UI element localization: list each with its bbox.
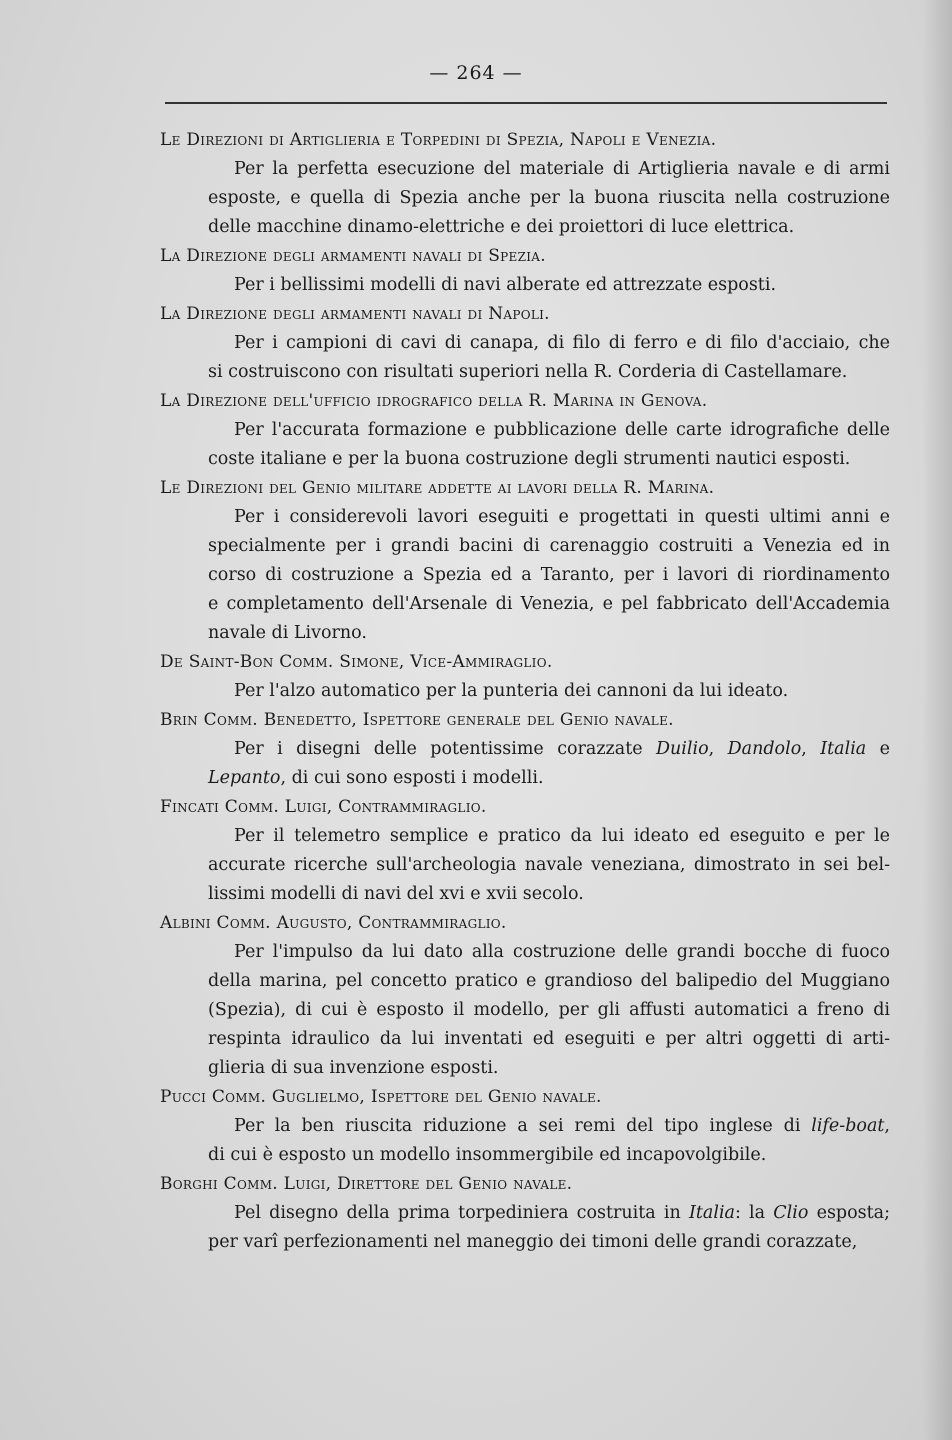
list-item — [160, 1083, 890, 1170]
text-line: corso di costruzione a Spezia ed a Taranto, per i lavori di riordinamento — [208, 565, 890, 585]
text-line: glieria di sua invenzione esposti. — [208, 1058, 499, 1078]
text-line: (Spezia), di cui è esposto il modello, per gli affusti automatici a freno di — [208, 1000, 890, 1020]
entry-heading: Fincati Comm. Luigi, Contrammiraglio. — [160, 797, 487, 817]
entry-heading: Pucci Comm. Guglielmo, Ispettore del Genio navale. — [160, 1087, 602, 1107]
entry-heading: La Direzione degli armamenti navali di Spezia. — [160, 246, 546, 266]
text-line: esposte, e quella di Spezia anche per la buona riuscita nella costruzione — [208, 188, 890, 208]
entry-heading: La Direzione dell'ufficio idrografico della R. Marina in Genova. — [160, 391, 708, 411]
entry-text — [160, 329, 890, 387]
entry-text — [160, 155, 890, 242]
text-line: lissimi modelli di navi del xvi e xvii secolo. — [208, 884, 584, 904]
list-item — [160, 474, 890, 648]
text-line: delle macchine dinamo-elettriche e dei proiettori di luce elettrica. — [208, 217, 795, 237]
entry-text — [160, 1199, 890, 1257]
list-item — [160, 126, 890, 242]
text-line: Per l'alzo automatico per la punteria dei cannoni da lui ideato. — [234, 681, 789, 701]
entry-heading: Borghi Comm. Luigi, Direttore del Genio navale. — [160, 1174, 573, 1194]
entry-heading: Le Direzioni di Artiglieria e Torpedini di Spezia, Napoli e Venezia. — [160, 130, 717, 150]
text-line: accurate ricerche sull'archeologia navale veneziana, dimostrato in sei bel- — [208, 855, 890, 875]
text-line: navale di Livorno. — [208, 623, 367, 643]
list-item — [160, 706, 890, 793]
text-line: Per i disegni delle potentissime corazzate Duilio, Dandolo, Italia e — [234, 739, 890, 759]
text-line: Per l'impulso da lui dato alla costruzione delle grandi bocche di fuoco — [234, 942, 890, 962]
text-line: Per la perfetta esecuzione del materiale di Artiglieria navale e di armi — [234, 159, 890, 179]
entry-text — [160, 677, 890, 706]
text-line: della marina, pel concetto pratico e grandioso del balipedio del Muggiano — [208, 971, 890, 991]
text-line: si costruiscono con risultati superiori nella R. Corderia di Castellamare. — [208, 362, 848, 382]
entry-heading: De Saint-Bon Comm. Simone, Vice-Ammiraglio. — [160, 652, 553, 672]
text-line: Per i bellissimi modelli di navi alberate ed attrezzate esposti. — [234, 275, 777, 295]
entry-text — [160, 1112, 890, 1170]
list-item — [160, 793, 890, 909]
entry-heading: Le Direzioni del Genio militare addette ai lavori della R. Marina. — [160, 478, 715, 498]
list-item — [160, 909, 890, 1083]
header-rule — [165, 102, 887, 104]
text-line: Per il telemetro semplice e pratico da lui ideato ed eseguito e per le — [234, 826, 890, 846]
list-item — [160, 300, 890, 387]
text-line: Per l'accurata formazione e pubblicazione delle carte idrografiche delle — [234, 420, 890, 440]
entry-heading: Albini Comm. Augusto, Contrammiraglio. — [160, 913, 507, 933]
text-line: per varî perfezionamenti nel maneggio dei timoni delle grandi corazzate, — [208, 1232, 858, 1252]
text-line: coste italiane e per la buona costruzione degli strumenti nautici esposti. — [208, 449, 851, 469]
list-item — [160, 648, 890, 706]
text-line: Per la ben riuscita riduzione a sei remi del tipo inglese di life-boat, — [234, 1116, 890, 1136]
entry-text — [160, 503, 890, 648]
entry-text — [160, 416, 890, 474]
entry-text — [160, 735, 890, 793]
text-line: e completamento dell'Arsenale di Venezia, e pel fabbricato dell'Accademia — [208, 594, 890, 614]
text-line: Lepanto, di cui sono esposti i modelli. — [208, 768, 544, 788]
list-item — [160, 1170, 890, 1257]
entry-text — [160, 822, 890, 909]
text-line: Pel disegno della prima torpediniera costruita in Italia: la Clio esposta; — [234, 1203, 891, 1223]
page-number: — 264 — — [429, 62, 523, 84]
text-line: specialmente per i grandi bacini di carenaggio costruiti a Venezia ed in — [208, 536, 890, 556]
entry-text — [160, 938, 890, 1083]
list-item — [160, 242, 890, 300]
entries-list — [160, 126, 890, 1257]
text-line: di cui è esposto un modello insommergibile ed incapovolgibile. — [208, 1145, 767, 1165]
entry-text — [160, 271, 890, 300]
entry-heading: La Direzione degli armamenti navali di Napoli. — [160, 304, 550, 324]
text-line: respinta idraulico da lui inventati ed eseguiti e per altri oggetti di arti- — [208, 1029, 890, 1049]
text-line: Per i campioni di cavi di canapa, di filo di ferro e di filo d'acciaio, che — [234, 333, 890, 353]
list-item — [160, 387, 890, 474]
page-edge-shadow — [922, 0, 952, 1440]
text-line: Per i considerevoli lavori eseguiti e progettati in questi ultimi anni e — [234, 507, 890, 527]
entry-heading: Brin Comm. Benedetto, Ispettore generale del Genio navale. — [160, 710, 674, 730]
